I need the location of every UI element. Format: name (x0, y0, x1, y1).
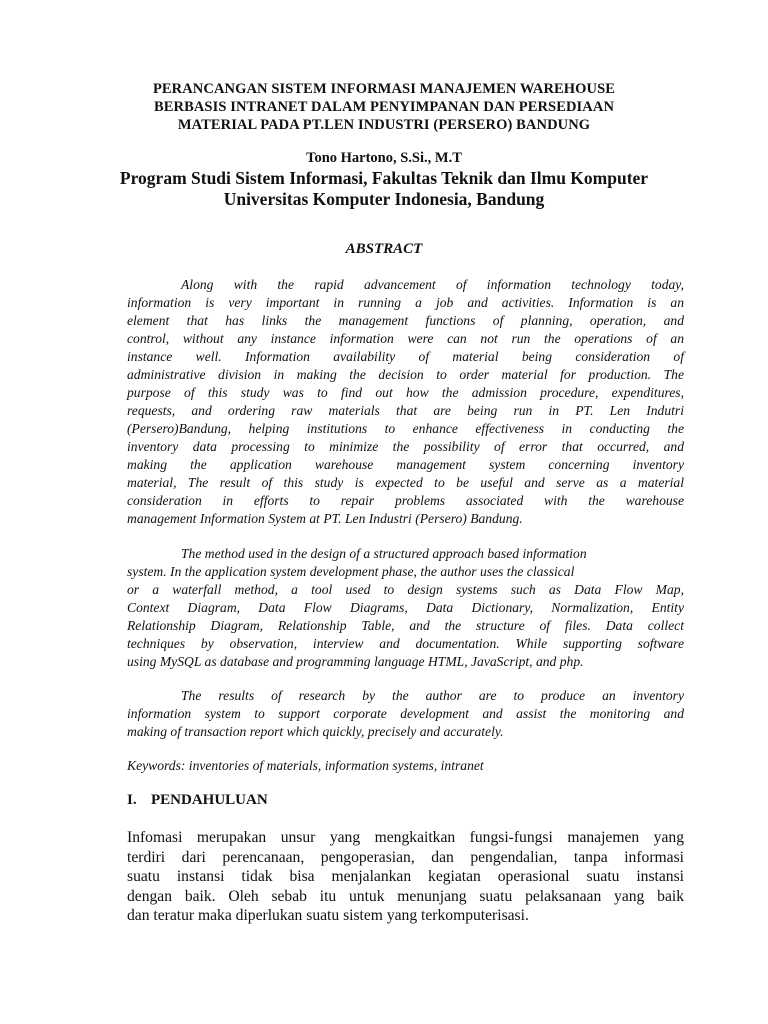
section-heading (127, 792, 268, 809)
text-line: administrative division in making the decision to order material for production. The (127, 367, 684, 382)
text-line: suatu instansi tidak bisa menjalankan kegiatan operasional suatu instansi (127, 868, 684, 885)
abstract-paragraph-3 (127, 687, 684, 741)
text-line: control, without any instance information were can not run the operations of an (127, 331, 684, 346)
text-line: consideration in efforts to repair problems associated with the warehouse (127, 493, 684, 508)
section-number: I. (127, 792, 137, 808)
abstract-heading: ABSTRACT (345, 241, 423, 257)
text-line: dan teratur maka diperlukan suatu sistem yang terkomputerisasi. (127, 907, 529, 924)
text-line: requests, and ordering raw materials that are being run in PT. Len Indutri (127, 403, 684, 418)
text-line: information is very important in running a job and activities. Information is an (127, 295, 684, 310)
abstract-paragraph-1 (127, 276, 684, 528)
text-line: system. In the application system development phase, the author uses the classical (127, 564, 575, 579)
title-line: PERANCANGAN SISTEM INFORMASI MANAJEMEN WAREHOUSE (152, 81, 616, 97)
text-line: element that has links the management functions of planning, operation, and (127, 313, 684, 328)
text-line: (Persero)Bandung, helping institutions to enhance effectiveness in conducting the (127, 421, 684, 436)
text-line: Context Diagram, Data Flow Diagrams, Data Dictionary, Normalization, Entity (127, 600, 684, 615)
title-line: MATERIAL PADA PT.LEN INDUSTRI (PERSERO) BANDUNG (177, 117, 591, 133)
text-line: dengan baik. Oleh sebab itu untuk menunjang suatu pelaksanaan yang baik (127, 887, 684, 905)
text-line: instance well. Information availability of material being consideration of (127, 349, 684, 364)
text-line: material, The result of this study is expected to be useful and serve as a material (127, 475, 684, 490)
keywords: Keywords: inventories of materials, information systems, intranet (127, 758, 484, 773)
affiliation (60, 168, 708, 210)
text-line: inventory data processing to minimize the possibility of error that occurred, and (127, 439, 684, 454)
paper-title (110, 80, 658, 134)
author-name: Tono Hartono, S.Si., M.T (306, 150, 462, 166)
text-line: The results of research by the author are to produce an inventory (181, 688, 684, 703)
text-line: or a waterfall method, a tool used to design systems such as Data Flow Map, (127, 582, 684, 597)
text-line: management Information System at PT. Len Industri (Persero) Bandung. (127, 511, 523, 526)
text-line: making of transaction report which quickly, precisely and accurately. (127, 724, 504, 739)
affiliation-line: Program Studi Sistem Informasi, Fakultas Teknik dan Ilmu Komputer (119, 168, 649, 188)
abstract-paragraph-2 (127, 545, 684, 671)
text-line: The method used in the design of a structured approach based information (181, 546, 587, 561)
text-line: techniques by observation, interview and documentation. While supporting software (127, 636, 684, 651)
text-line: Relationship Diagram, Relationship Table, and the structure of files. Data collect (127, 618, 684, 633)
section-paragraph (127, 828, 684, 926)
text-line: terdiri dari perencanaan, pengoperasian, dan pengendalian, tanpa informasi (127, 848, 684, 866)
text-line: purpose of this study was to find out how the admission procedure, expenditures, (127, 385, 684, 400)
text-line: Infomasi merupakan unsur yang mengkaitkan fungsi-fungsi manajemen yang (127, 829, 684, 846)
affiliation-line: Universitas Komputer Indonesia, Bandung (223, 189, 545, 209)
text-line: using MySQL as database and programming language HTML, JavaScript, and php. (127, 654, 584, 669)
text-line: Along with the rapid advancement of information technology today, (181, 277, 684, 292)
section-title: PENDAHULUAN (151, 792, 268, 808)
text-line: making the application warehouse management system concerning inventory (127, 457, 684, 472)
text-line: information system to support corporate development and assist the monitoring and (127, 706, 684, 721)
title-line: BERBASIS INTRANET DALAM PENYIMPANAN DAN PERSEDIAAN (153, 99, 615, 115)
